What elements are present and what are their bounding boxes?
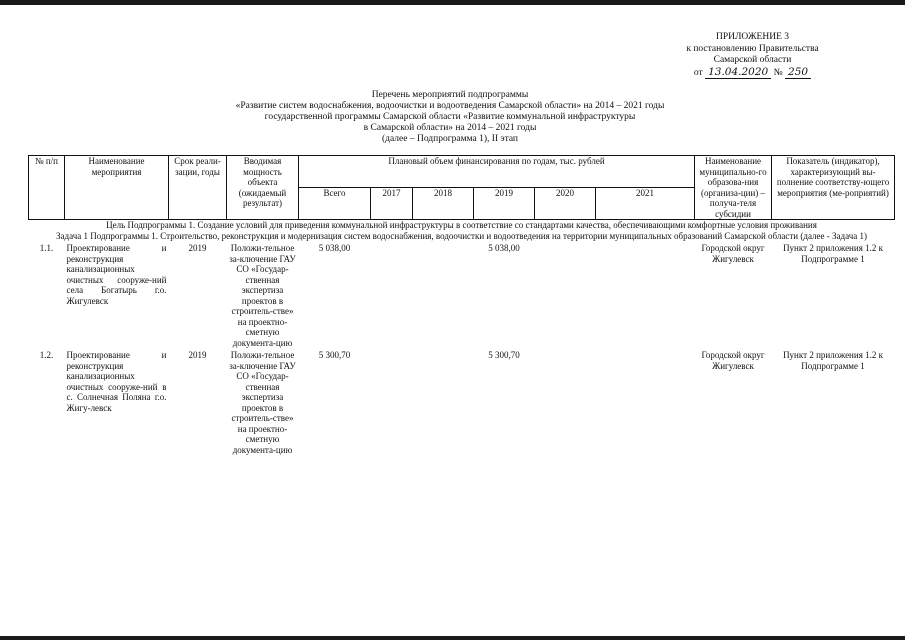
header-2021: 2021 [596, 188, 695, 220]
row-2018 [413, 348, 474, 455]
row-total: 5 300,70 [318, 350, 351, 360]
row-2020 [535, 348, 596, 455]
header-row [29, 156, 895, 188]
header-term: Срок реали-зации, годы [169, 156, 227, 220]
goal-row [29, 220, 895, 231]
appendix-line: Самарской области [713, 55, 792, 65]
header-2018: 2018 [413, 188, 474, 220]
row-name: Проектирование и реконструкция канализационных очистных сооруже-ний села Богатырь г.о. Жигулевск [66, 243, 167, 306]
row-2019: 5 300,70 [488, 350, 520, 360]
row-total: 5 038,00 [318, 243, 351, 253]
title-line: «Развитие систем водоснабжения, водоочистки и водоотведения Самарской области» на 2014 – 2021 годы [235, 101, 665, 111]
row-municipality: Городской округ Жигулевск [701, 243, 765, 264]
document-title [120, 90, 780, 145]
row-2021 [596, 348, 695, 455]
row-indicator: Пункт 2 приложения 1.2 к Подпрограмме 1 [783, 350, 883, 371]
header-2017: 2017 [371, 188, 413, 220]
table-row [29, 241, 895, 348]
row-capacity: Положи-тельное за-ключение ГАУ СО «Государ-ственная экспертиза проектов в строитель-стве» на проектно-сметную документа-цию [229, 243, 296, 348]
title-line: государственной программы Самарской области «Развитие коммунальной инфраструктуры [264, 112, 636, 122]
appendix-block [660, 32, 845, 79]
row-term: 2019 [188, 350, 207, 360]
row-indicator: Пункт 2 приложения 1.2 к Подпрограмме 1 [783, 243, 883, 264]
header-total: Всего [299, 188, 371, 220]
title-line: в Самарской области» на 2014 – 2021 годы [363, 123, 537, 133]
row-2017 [371, 241, 413, 348]
row-num: 1.2. [39, 350, 54, 360]
row-capacity: Положи-тельное за-ключение ГАУ СО «Государ-ственная экспертиза проектов в строитель-стве» на проектно-сметную документа-цию [229, 350, 296, 455]
handwritten-date: 13.04.2020 [705, 66, 771, 79]
handwritten-number: 250 [785, 66, 811, 79]
date-prefix: от [693, 67, 703, 78]
header-municipality: Наименование муниципально-го образова-ния (организа-ции) – получа-теля субсидии [695, 156, 772, 220]
row-name: Проектирование и реконструкция канализационных очистных сооруже-ний в с. Солнечная Поляна г.о. Жигу-левск [66, 350, 167, 413]
row-2018 [413, 241, 474, 348]
row-municipality: Городской округ Жигулевск [701, 350, 765, 371]
task-row [29, 231, 895, 242]
row-term: 2019 [188, 243, 207, 253]
appendix-heading: ПРИЛОЖЕНИЕ 3 [715, 32, 790, 42]
goal-text: Цель Подпрограммы 1. Создание условий для приведения коммунальной инфраструктуры в соответствие со стандартами качества, обеспечивающими комфортные условия проживания [106, 220, 817, 230]
row-num: 1.1. [39, 243, 54, 253]
scan-edge-top [0, 0, 905, 5]
table-row [29, 348, 895, 455]
title-line: (далее – Подпрограмма 1), II этап [381, 134, 519, 144]
measures-table [28, 155, 895, 455]
appendix-line: к постановлению Правительства [686, 43, 819, 54]
task-text: Задача 1 Подпрограммы 1. Строительство, реконструкция и модернизация систем водоснабжения, водоочистки и водоотведения на территории муниципальных образований Самарской области (далее - Задача 1) [56, 230, 867, 241]
row-2020 [535, 241, 596, 348]
header-capacity: Вводимая мощность объекта (ожидаемый результат) [227, 156, 299, 220]
title-line: Перечень мероприятий подпрограммы [371, 90, 529, 100]
header-2020: 2020 [535, 188, 596, 220]
row-2019: 5 038,00 [488, 243, 520, 253]
row-2017 [371, 348, 413, 455]
number-prefix: № [773, 67, 783, 78]
header-2019: 2019 [474, 188, 535, 220]
header-indicator: Показатель (индикатор), характеризующий вы-полнение соответству-ющего мероприятия (ме-роприятий) [772, 156, 895, 220]
header-name: Наименование мероприятия [65, 156, 169, 220]
header-num: № п/п [29, 156, 65, 220]
header-financing: Плановый объем финансирования по годам, тыс. рублей [299, 156, 695, 188]
row-2021 [596, 241, 695, 348]
appendix-date-line [660, 67, 845, 80]
scan-edge-bottom [0, 636, 905, 640]
